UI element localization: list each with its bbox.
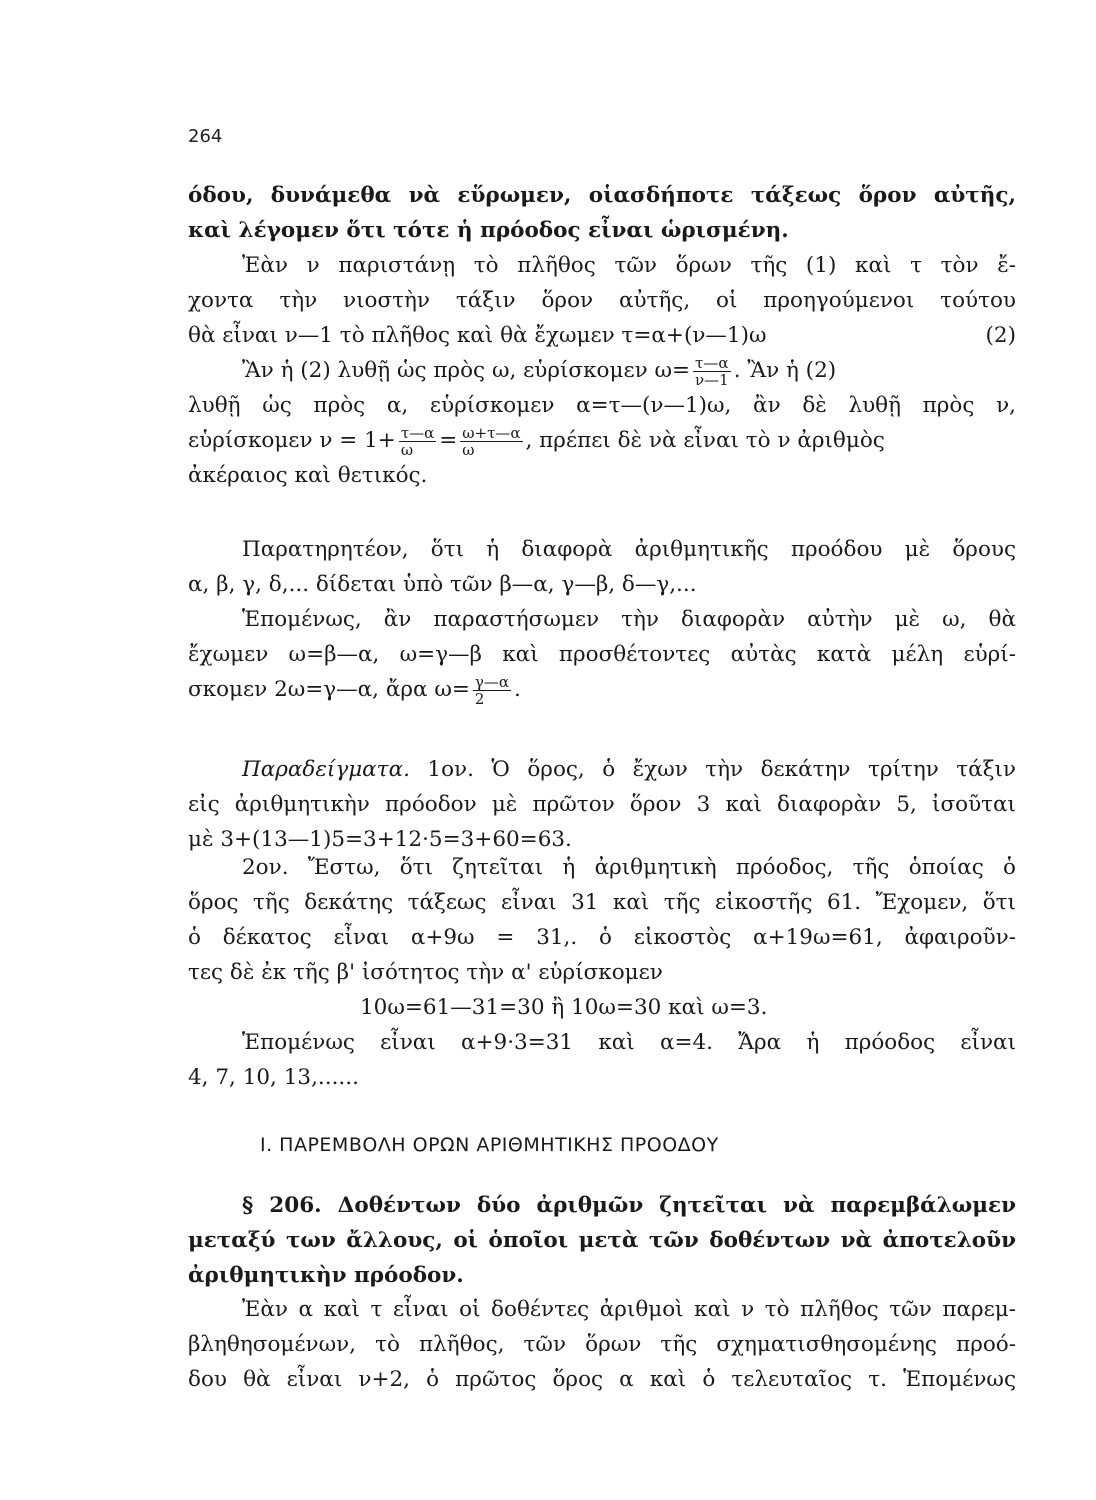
text-line: λυθῇ ὡς πρὸς α, εὑρίσκομεν α=τ—(ν—1)ω, ἂν δὲ λυθῇ πρὸς ν, xyxy=(188,393,1016,418)
text-line: 4, 7, 10, 13,...... xyxy=(188,1065,359,1090)
text-line xyxy=(188,318,1016,353)
text-line: μὲ 3+(13—1)5=3+12·5=3+60=63. xyxy=(188,827,572,852)
text-line: ἀριθμητικὴν πρόοδον. xyxy=(188,1263,464,1288)
text-line: Παρατηρητέον, ὅτι ἡ διαφορὰ ἀριθμητικῆς προόδου μὲ ὅρους xyxy=(242,537,1016,562)
text-line: βληθησομένων, τὸ πλῆθος, τῶν ὅρων τῆς σχηματισθησομένης προό- xyxy=(188,1332,1016,1357)
text-segment: Ἂν ἡ (2) λυθῇ ὡς πρὸς ω, εὑρίσκομεν ω= xyxy=(242,358,691,383)
text-line: ὁ δέκατος εἶναι α+9ω = 31,. ὁ εἰκοστὸς α+19ω=61, ἀφαιροῦν- xyxy=(188,925,1016,950)
text-line: τες δὲ ἐκ τῆς β' ἰσότητος τὴν α' εὑρίσκομεν xyxy=(188,960,663,985)
fraction-numerator: γ—α xyxy=(474,672,510,691)
fraction xyxy=(399,425,436,458)
text-line: ἀκέραιος καὶ θετικός. xyxy=(188,463,428,488)
text-line: ἔχωμεν ω=β—α, ω=γ—β καὶ προσθέτοντες αὐτὰς κατὰ μέλη εὑρί- xyxy=(188,642,1016,667)
fraction-numerator: ω+τ—α xyxy=(462,423,521,442)
text-segment: σκομεν 2ω=γ—α, ἄρα ω= xyxy=(188,677,470,702)
text-segment: εὑρίσκομεν ν = 1+ xyxy=(188,428,396,453)
fraction xyxy=(473,674,511,707)
fraction xyxy=(693,355,731,388)
paragraph-example-two xyxy=(188,850,1016,1095)
paragraph-observation xyxy=(188,532,1016,707)
text-line: Ἐὰν ν παριστάνῃ τὸ πλῆθος τῶν ὅρων τῆς (1) καὶ τ τὸν ἔ- xyxy=(242,253,1016,278)
fraction-numerator: τ—α xyxy=(400,423,435,442)
fraction-numerator: τ—α xyxy=(693,355,731,372)
text-line: δου θὰ εἶναι ν+2, ὁ πρῶτος ὅρος α καὶ ὁ τελευταῖος τ. Ἑπομένως xyxy=(188,1367,1016,1392)
text-line: μεταξύ των ἄλλους, οἱ ὁποῖοι μετὰ τῶν δοθέντων νὰ ἀποτελοῦν xyxy=(188,1228,1016,1253)
examples-label: Παραδείγματα. xyxy=(242,757,410,782)
text-line: Ἑπομένως εἶναι α+9·3=31 καὶ α=4. Ἄρα ἡ πρόοδος εἶναι xyxy=(242,1030,1016,1055)
section-heading: Ι. ΠΑΡΕΜΒΟΛΗ ΟΡΩΝ ΑΡΙΘΜΗΤΙΚΗΣ ΠΡΟΟΔΟΥ xyxy=(260,1134,719,1156)
text-segment: . Ἂν ἡ (2) xyxy=(733,358,837,383)
fraction-denominator: ω xyxy=(462,440,475,459)
bold-problem-statement xyxy=(188,1188,1016,1293)
text-line xyxy=(188,423,1016,458)
paragraph-definition xyxy=(188,248,1016,493)
text-line xyxy=(188,353,1016,388)
page-number: 264 xyxy=(188,126,223,147)
paragraph-solution xyxy=(188,1292,1016,1397)
text-line: Ἐὰν α καὶ τ εἶναι οἱ δοθέντες ἀριθμοὶ καὶ ν τὸ πλῆθος τῶν παρεμ- xyxy=(242,1297,1016,1322)
text-segment: , πρέπει δὲ νὰ εἶναι τὸ ν ἀριθμὸς xyxy=(525,428,885,453)
text-segment: . xyxy=(514,677,521,702)
text-line: α, β, γ, δ,... δίδεται ὑπὸ τῶν β—α, γ—β, δ—γ,... xyxy=(188,572,697,597)
fraction-denominator: ν—1 xyxy=(695,370,729,389)
text-line: 2ον. Ἔστω, ὅτι ζητεῖται ἡ ἀριθμητικὴ πρόοδος, τῆς ὁποίας ὁ xyxy=(242,855,1016,880)
fraction xyxy=(460,425,522,458)
text-line: χοντα τὴν νιοστὴν τάξιν ὅρον αὐτῆς, οἱ προηγούμενοι τούτου xyxy=(188,288,1016,313)
fraction-denominator: ω xyxy=(400,440,414,459)
text-line: ὅρος τῆς δεκάτης τάξεως εἶναι 31 καὶ τῆς εἰκοστῆς 61. Ἔχομεν, ὅτι xyxy=(188,890,1016,915)
bold-continuation xyxy=(188,178,1016,248)
formula-line: 10ω=61—31=30 ἢ 10ω=30 καὶ ω=3. xyxy=(360,995,768,1020)
text-segment: 1ον. Ὁ ὅρος, ὁ ἔχων τὴν δεκάτην τρίτην τάξιν xyxy=(409,757,1016,782)
text-line xyxy=(188,672,1016,707)
text-line: Ἑπομένως, ἂν παραστήσωμεν τὴν διαφορὰν αὐτὴν μὲ ω, θὰ xyxy=(242,607,1016,632)
text-line: καὶ λέγομεν ὅτι τότε ἡ πρόοδος εἶναι ὡρισμένη. xyxy=(188,218,789,243)
equation-number: (2) xyxy=(985,323,1016,348)
text-line: όδου, δυνάμεθα νὰ εὕρωμεν, οἱασδήποτε τάξεως ὅρον αὐτῆς, xyxy=(188,183,1016,208)
text-line xyxy=(188,752,1016,787)
text-line: § 206. Δοθέντων δύο ἀριθμῶν ζητεῖται νὰ παρεμβάλωμεν xyxy=(242,1193,1016,1218)
fraction-denominator: 2 xyxy=(474,689,485,708)
paragraph-examples xyxy=(188,752,1016,857)
text-line: εἰς ἀριθμητικὴν πρόοδον μὲ πρῶτον ὅρον 3 καὶ διαφορὰν 5, ἰσοῦται xyxy=(188,792,1016,817)
formula-line: θὰ εἶναι ν—1 τὸ πλῆθος καὶ θὰ ἔχωμεν τ=α+(ν—1)ω xyxy=(188,323,767,348)
equals-sign: = xyxy=(439,428,458,453)
